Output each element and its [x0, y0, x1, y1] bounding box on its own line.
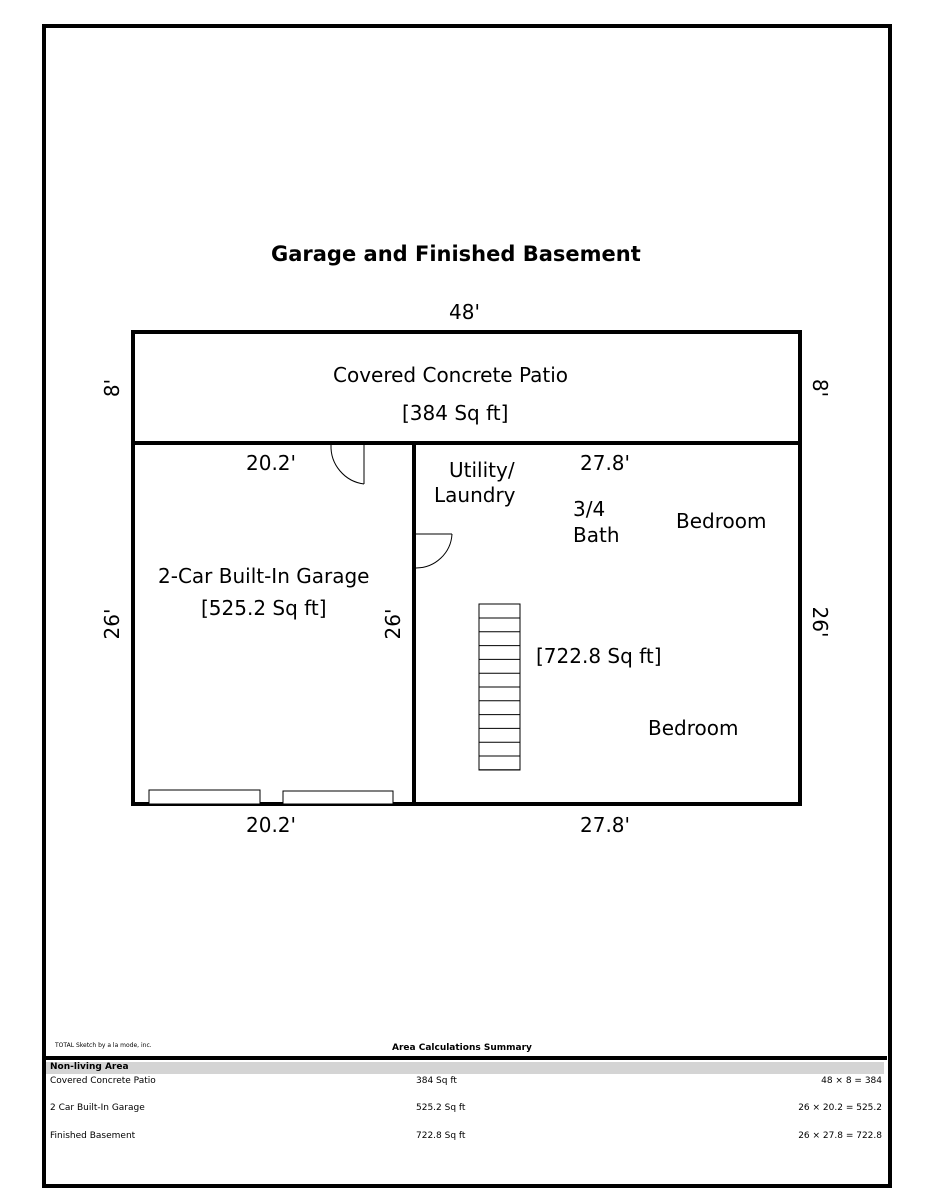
patio-area: [384 Sq ft]: [402, 401, 509, 425]
dimension-garage-inner: 26': [381, 608, 405, 640]
bath-label-line2: Bath: [573, 523, 620, 547]
summary-row-name: Covered Concrete Patio: [50, 1076, 156, 1086]
utility-label-line2: Laundry: [434, 483, 516, 507]
utility-label-line1: Utility/: [449, 458, 515, 482]
bedroom-label-1: Bedroom: [676, 509, 767, 533]
dimension-left-patio: 8': [100, 378, 124, 398]
staircase: [479, 604, 520, 770]
basement-area: [722.8 Sq ft]: [536, 644, 662, 668]
dimension-basement-bottom: 27.8': [580, 813, 631, 837]
summary-row-calc: 26 × 27.8 = 722.8: [798, 1131, 882, 1141]
dimension-garage-bottom: 20.2': [246, 813, 297, 837]
garage-area: [525.2 Sq ft]: [201, 596, 327, 620]
garage-entry-door: [331, 445, 364, 484]
summary-row-area: 722.8 Sq ft: [416, 1131, 466, 1141]
summary-row-area: 384 Sq ft: [416, 1076, 457, 1086]
bedroom-label-2: Bedroom: [648, 716, 739, 740]
utility-door: [416, 534, 452, 568]
dimension-basement-top: 27.8': [580, 451, 631, 475]
bath-label-line1: 3/4: [573, 497, 606, 521]
summary-divider: [45, 1056, 887, 1060]
garage-door-right: [283, 791, 393, 804]
page-title: Garage and Finished Basement: [271, 242, 641, 266]
summary-heading: Area Calculations Summary: [392, 1043, 532, 1053]
software-credit: TOTAL Sketch by a la mode, inc.: [55, 1042, 152, 1049]
summary-row-area: 525.2 Sq ft: [416, 1103, 466, 1113]
summary-row-calc: 26 × 20.2 = 525.2: [798, 1103, 882, 1113]
dimension-garage-top: 20.2': [246, 451, 297, 475]
patio-label: Covered Concrete Patio: [333, 363, 568, 387]
dimension-right-patio: 8': [808, 378, 832, 398]
garage-label: 2-Car Built-In Garage: [158, 564, 370, 588]
non-living-title: Non-living Area: [50, 1062, 129, 1072]
garage-door-left: [149, 790, 260, 804]
summary-row-calc: 48 × 8 = 384: [821, 1076, 882, 1086]
non-living-header-band: [46, 1062, 884, 1074]
dimension-basement-right: 26': [808, 606, 832, 638]
dimension-top: 48': [449, 300, 480, 324]
summary-row-name: Finished Basement: [50, 1131, 136, 1141]
summary-row-name: 2 Car Built-In Garage: [50, 1103, 145, 1113]
dimension-garage-left: 26': [100, 608, 124, 640]
